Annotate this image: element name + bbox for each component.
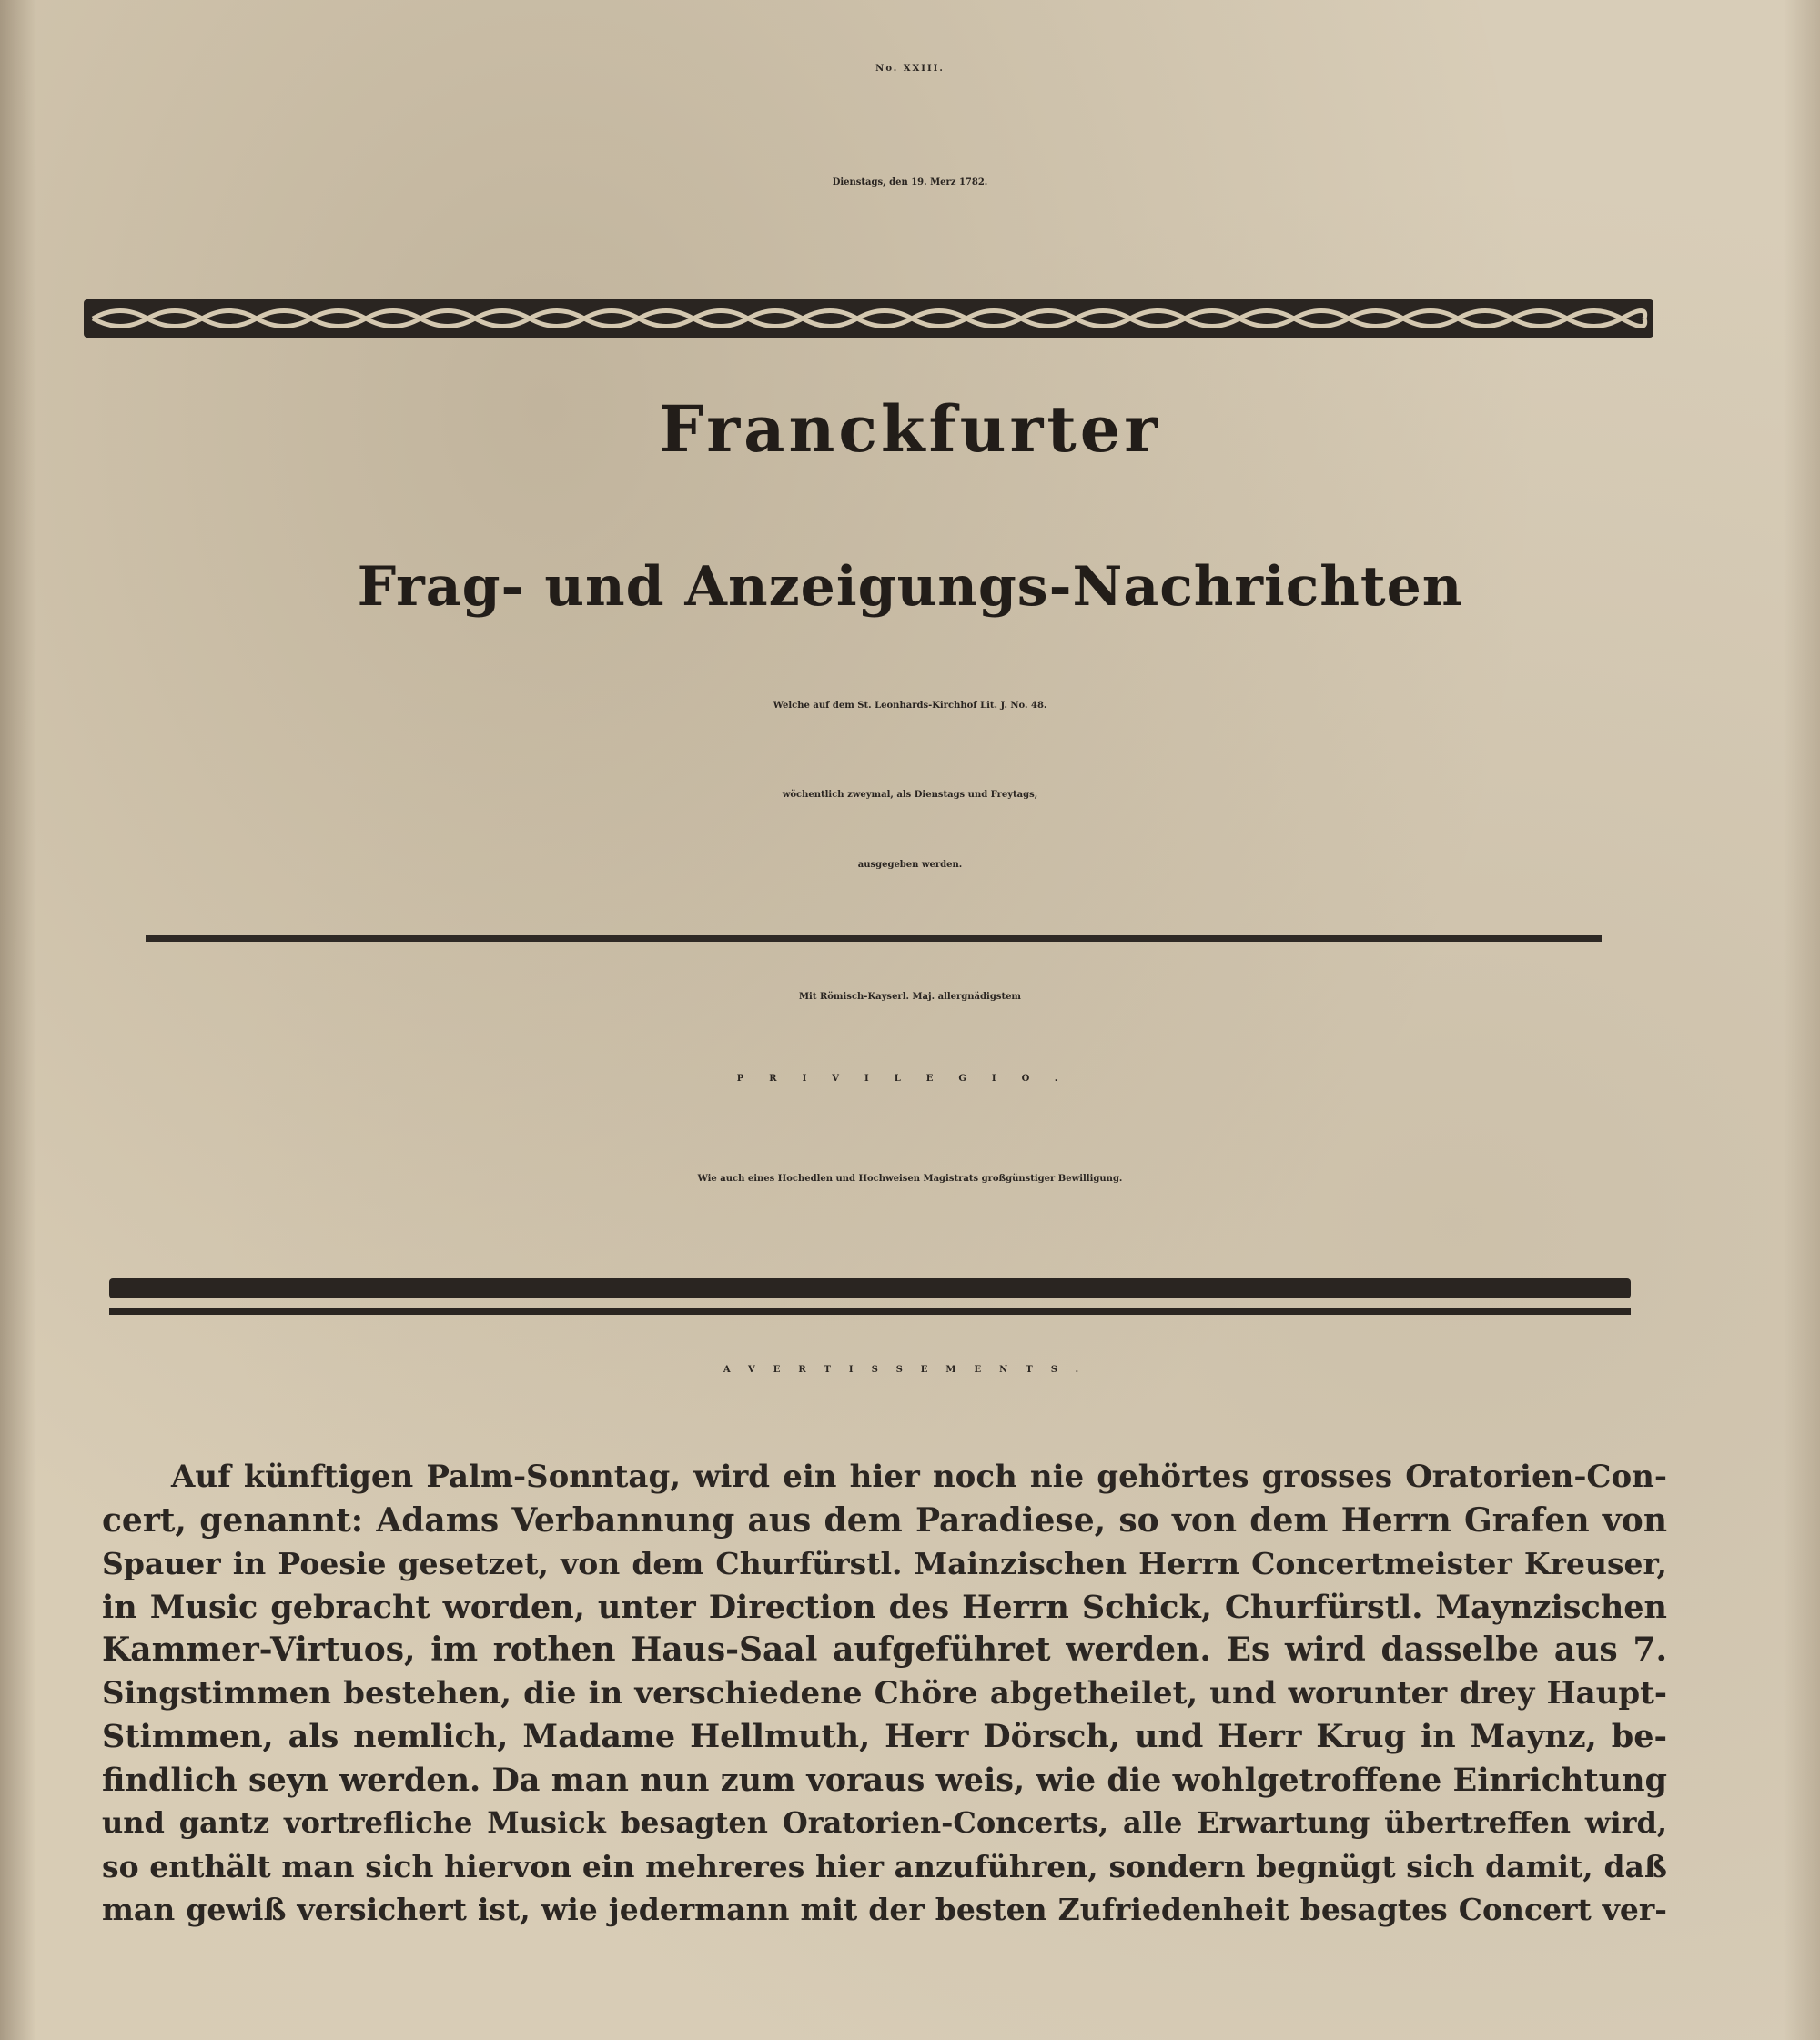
masthead-title-line2: Frag- und Anzeigungs-Nachrichten xyxy=(357,555,1463,619)
section-heading: AVERTISSEMENTS. xyxy=(723,1365,1097,1375)
privilege-title: PRIVILEGIO. xyxy=(736,1074,1084,1084)
article-line: Kammer-Virtuos, im rothen Haus-Saal aufgeführet werden. Es wird dasselbe aus 7. xyxy=(102,1631,1667,1669)
article-line: Singstimmen bestehen, die in verschiedene Chöre abgetheilet, und worunter drey Haupt- xyxy=(102,1674,1667,1712)
issue-number: No. XXIII. xyxy=(875,64,945,74)
article-line: und gantz vortrefliche Musick besagten Oratorien-Concerts, alle Erwartung übertreffen wird, xyxy=(102,1805,1667,1840)
article-line: Auf künftigen Palm-Sonntag, wird ein hier noch nie gehörtes grosses Oratorien-Con- xyxy=(171,1459,1667,1495)
masthead-address: Welche auf dem St. Leonhards-Kirchhof Lit. J. No. 48. xyxy=(773,701,1047,711)
thick-divider-rule xyxy=(109,1278,1631,1298)
privilege-line3: Wie auch eines Hochedlen und Hochweisen Magistrats großgünstiger Bewilligung. xyxy=(697,1174,1123,1184)
issue-date: Dienstags, den 19. Merz 1782. xyxy=(832,177,988,187)
article-line: man gewiß versichert ist, wie jedermann mit der besten Zufriedenheit besagtes Concert ver- xyxy=(102,1892,1667,1927)
privilege-line1: Mit Römisch-Kayserl. Maj. allergnädigstem xyxy=(798,992,1022,1002)
thin-divider-rule xyxy=(109,1308,1631,1315)
article-body xyxy=(102,1456,1667,1932)
divider-rule xyxy=(146,935,1602,942)
article-line: cert, genannt: Adams Verbannung aus dem Paradiese, so von dem Herrn Grafen von xyxy=(102,1500,1667,1540)
article-line: in Music gebracht worden, unter Direction des Herrn Schick, Churfürstl. Maynzischen xyxy=(102,1588,1667,1626)
ornamental-border xyxy=(84,296,1653,341)
article-line: Spauer in Poesie gesetzet, von dem Churfürstl. Mainzischen Herrn Concertmeister Kreuser, xyxy=(102,1546,1667,1581)
article-line: so enthält man sich hiervon ein mehreres hier anzuführen, sondern begnügt sich damit, daß xyxy=(102,1848,1667,1884)
article-line: Stimmen, als nemlich, Madame Hellmuth, Herr Dörsch, und Herr Krug in Maynz, be- xyxy=(102,1718,1667,1755)
masthead-title-line1: Franckfurter xyxy=(658,391,1162,467)
masthead-schedule: wöchentlich zweymal, als Dienstags und Freytags, xyxy=(782,790,1038,800)
article-line: findlich seyn werden. Da man nun zum voraus weis, wie die wohlgetroffene Einrichtung xyxy=(102,1761,1667,1799)
masthead-issued: ausgegeben werden. xyxy=(857,860,963,870)
